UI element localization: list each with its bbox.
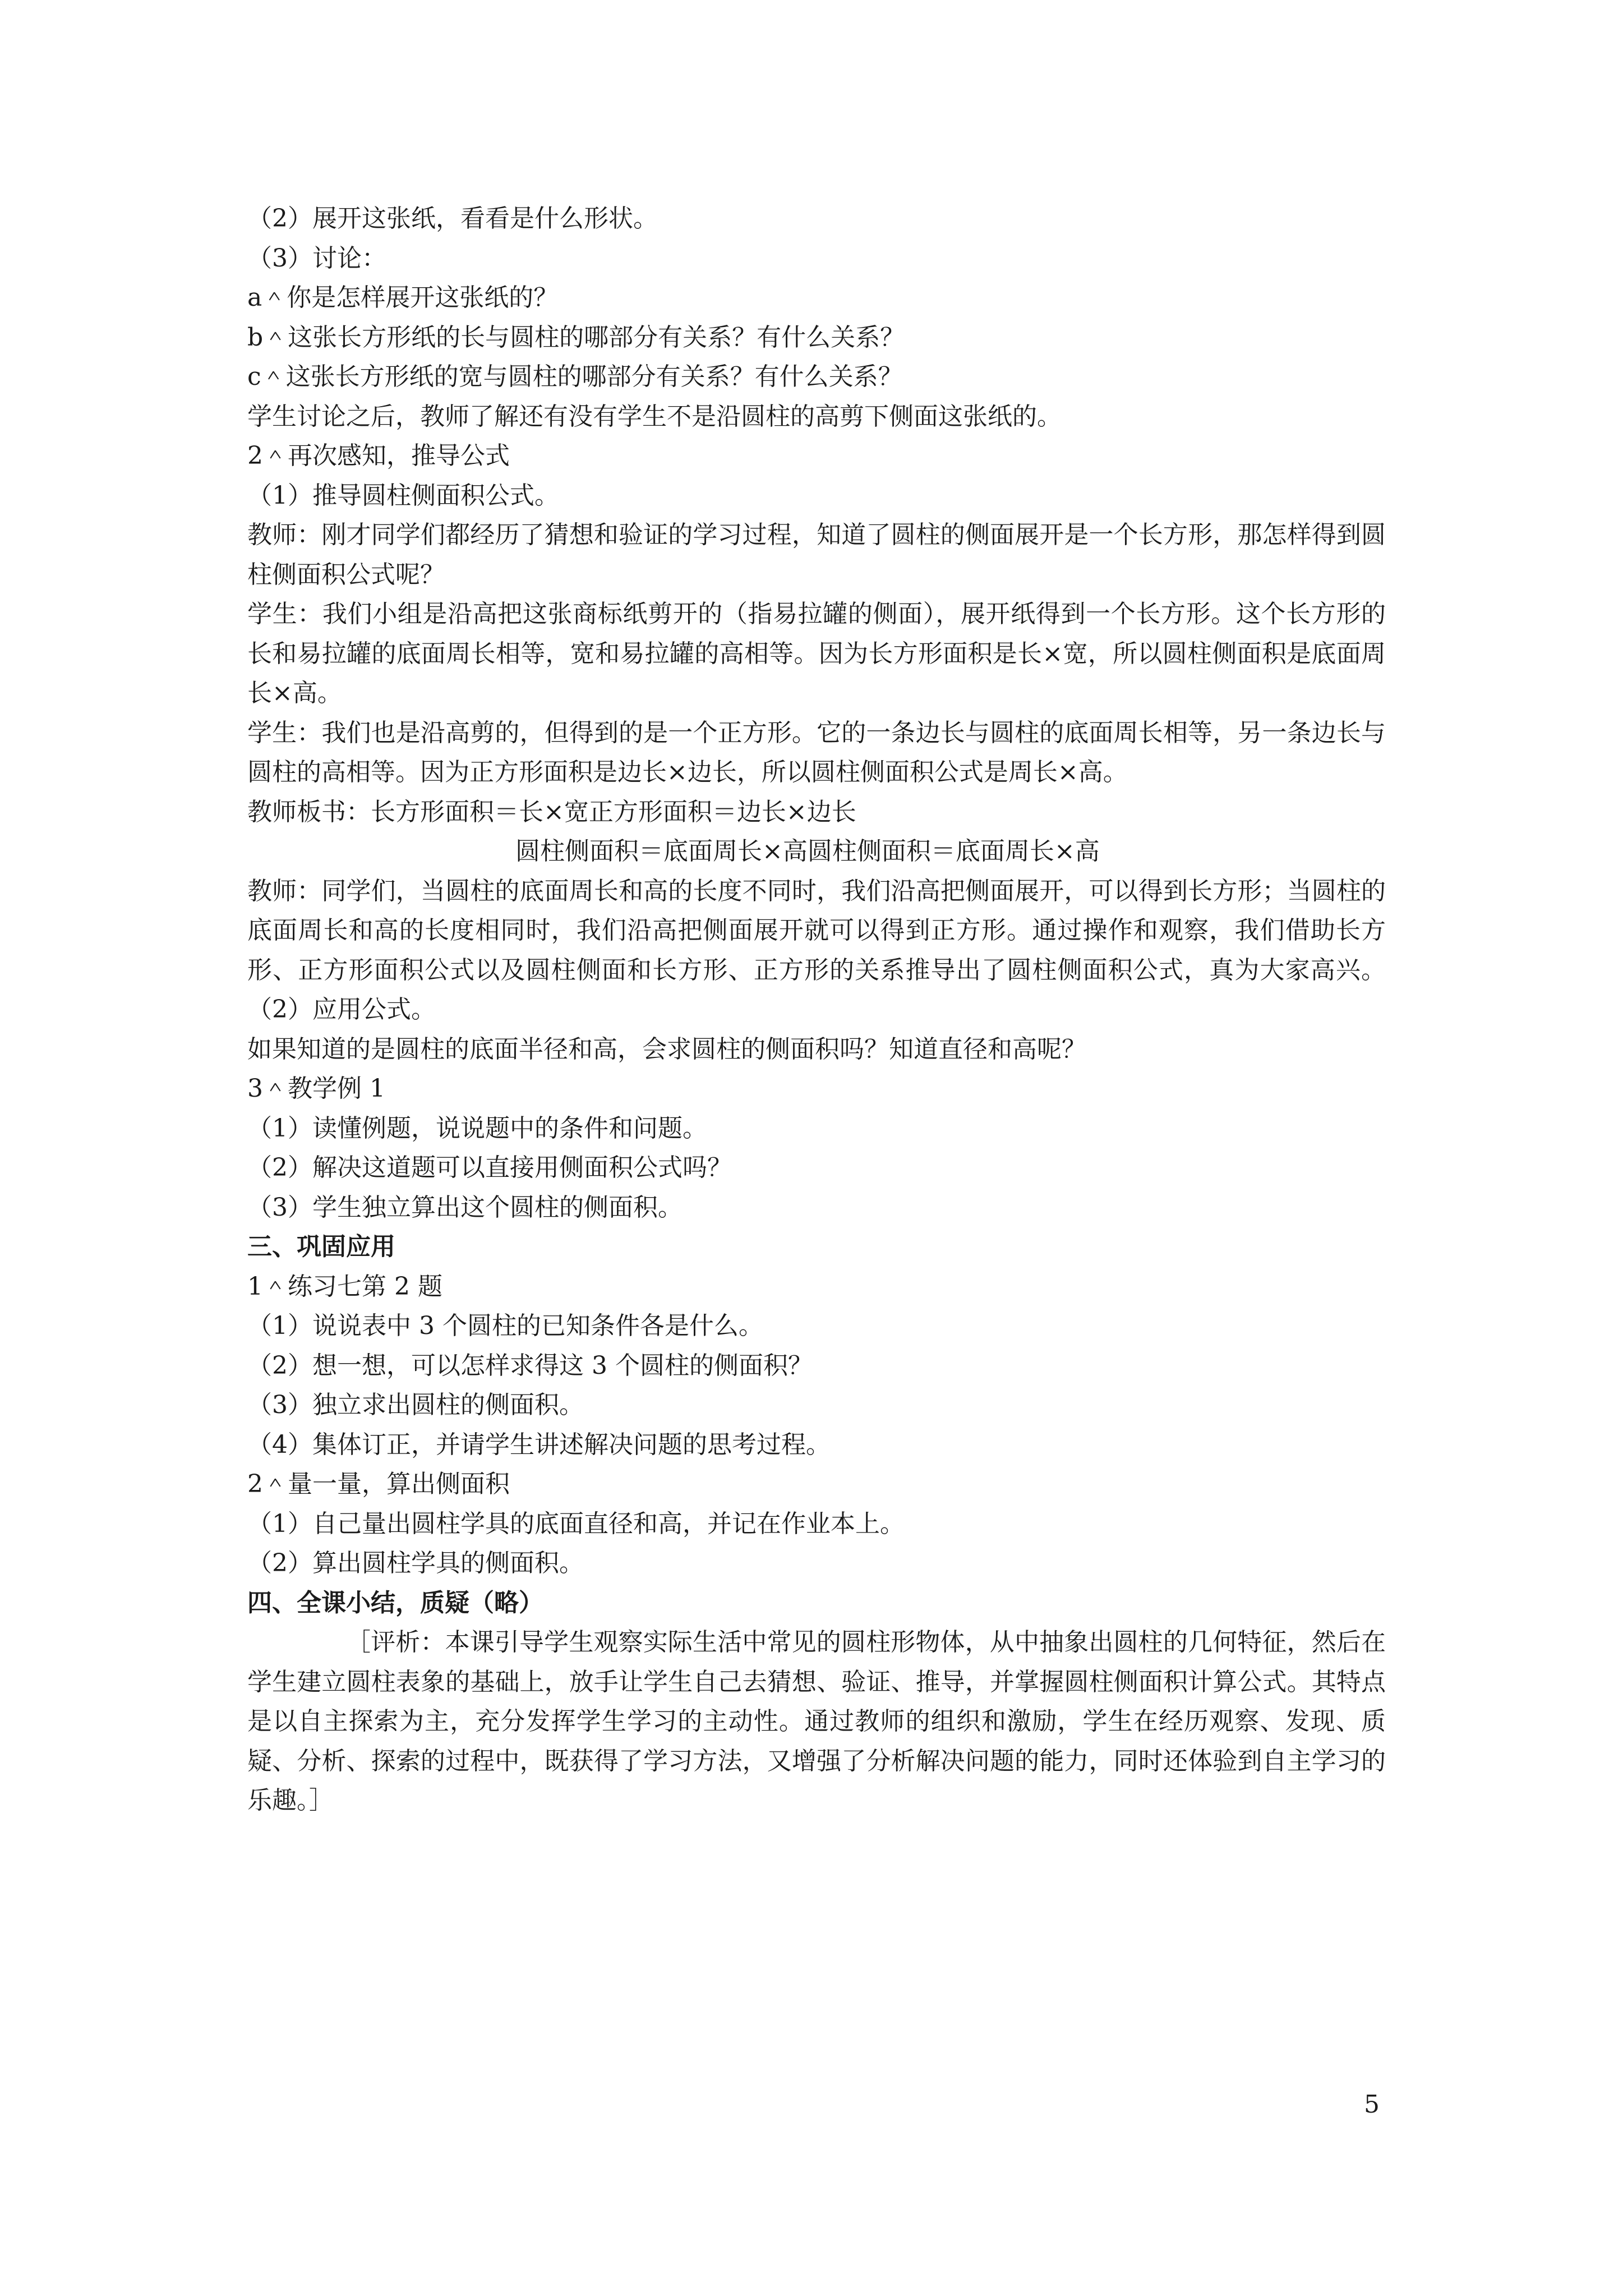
list-item: （2）算出圆柱学具的侧面积。: [247, 1549, 584, 1577]
text-line: 学生讨论之后，教师了解还有没有学生不是沿圆柱的高剪下侧面这张纸的。: [247, 402, 1062, 431]
paragraph-teacher: 教师：同学们，当圆柱的底面周长和高的长度不同时，我们沿高把侧面展开，可以得到长方形；当圆柱的底面周长和高的长度相同时，我们沿高把侧面展开就可以得到正方形。通过操作和观察，我们借助长方形、正方形面积公式以及圆柱侧面和长方形、正方形的关系推导出了圆柱侧面积公式，真为大家高兴。（2）应用公式。: [247, 876, 1386, 1024]
text-line: （1）推导圆柱侧面积公式。: [247, 481, 559, 510]
list-item: （1）读懂例题，说说题中的条件和问题。: [247, 1114, 707, 1143]
list-item: b＾这张长方形纸的长与圆柱的哪部分有关系？有什么关系？: [247, 323, 905, 352]
list-item: （3）独立求出圆柱的侧面积。: [247, 1391, 584, 1419]
blackboard-line: 教师板书：长方形面积＝长×宽正方形面积＝边长×边长: [247, 797, 856, 826]
list-item: a＾你是怎样展开这张纸的？: [247, 283, 559, 312]
subsection-title: 2＾量一量，算出侧面积: [247, 1470, 510, 1498]
list-item: （1）说说表中 3 个圆柱的已知条件各是什么。: [247, 1312, 763, 1340]
page-number: 5: [1364, 2090, 1380, 2119]
section-heading: 三、巩固应用: [247, 1232, 395, 1261]
paragraph-student: 学生：我们小组是沿高把这张商标纸剪开的（指易拉罐的侧面），展开纸得到一个长方形。这个长方形的长和易拉罐的底面周长相等，宽和易拉罐的高相等。因为长方形面积是长×宽，所以圆柱侧面积是底面周长×高。: [247, 600, 1386, 707]
document-body: [247, 199, 1386, 1821]
commentary-paragraph: ［评析：本课引导学生观察实际生活中常见的圆柱形物体，从中抽象出圆柱的几何特征，然后在学生建立圆柱表象的基础上，放手让学生自己去猜想、验证、推导，并掌握圆柱侧面积计算公式。其特点是以自主探索为主，充分发挥学生学习的主动性。通过教师的组织和激励，学生在经历观察、发现、质疑、分析、探索的过程中，既获得了学习方法，又增强了分析解决问题的能力，同时还体验到自主学习的乐趣。］: [247, 1628, 1386, 1815]
section-heading: 四、全课小结，质疑（略）: [247, 1588, 543, 1617]
list-item: c＾这张长方形纸的宽与圆柱的哪部分有关系？有什么关系？: [247, 362, 903, 391]
list-item: （3）学生独立算出这个圆柱的侧面积。: [247, 1193, 683, 1222]
text-line: （2）展开这张纸，看看是什么形状。: [247, 204, 658, 233]
list-item: （4）集体订正，并请学生讲述解决问题的思考过程。: [247, 1430, 831, 1459]
text-line: 如果知道的是圆柱的底面半径和高，会求圆柱的侧面积吗？知道直径和高呢？: [247, 1034, 1086, 1064]
list-item: （1）自己量出圆柱学具的底面直径和高，并记在作业本上。: [247, 1509, 905, 1538]
formula-line: 圆柱侧面积＝底面周长×高圆柱侧面积＝底面周长×高: [515, 837, 1100, 866]
paragraph-teacher: 教师：刚才同学们都经历了猜想和验证的学习过程，知道了圆柱的侧面展开是一个长方形，那怎样得到圆柱侧面积公式呢？: [247, 521, 1386, 589]
subsection-title: 2＾再次感知，推导公式: [247, 441, 510, 470]
subsection-title: 1＾练习七第 2 题: [247, 1272, 442, 1301]
subsection-title: 3＾教学例 1: [247, 1074, 385, 1103]
text-line: （3）讨论：: [247, 243, 386, 273]
list-item: （2）解决这道题可以直接用侧面积公式吗？: [247, 1153, 732, 1182]
list-item: （2）想一想，可以怎样求得这 3 个圆柱的侧面积？: [247, 1351, 813, 1380]
paragraph-student: 学生：我们也是沿高剪的，但得到的是一个正方形。它的一条边长与圆柱的底面周长相等，另一条边长与圆柱的高相等。因为正方形面积是边长×边长，所以圆柱侧面积公式是周长×高。: [247, 718, 1386, 786]
